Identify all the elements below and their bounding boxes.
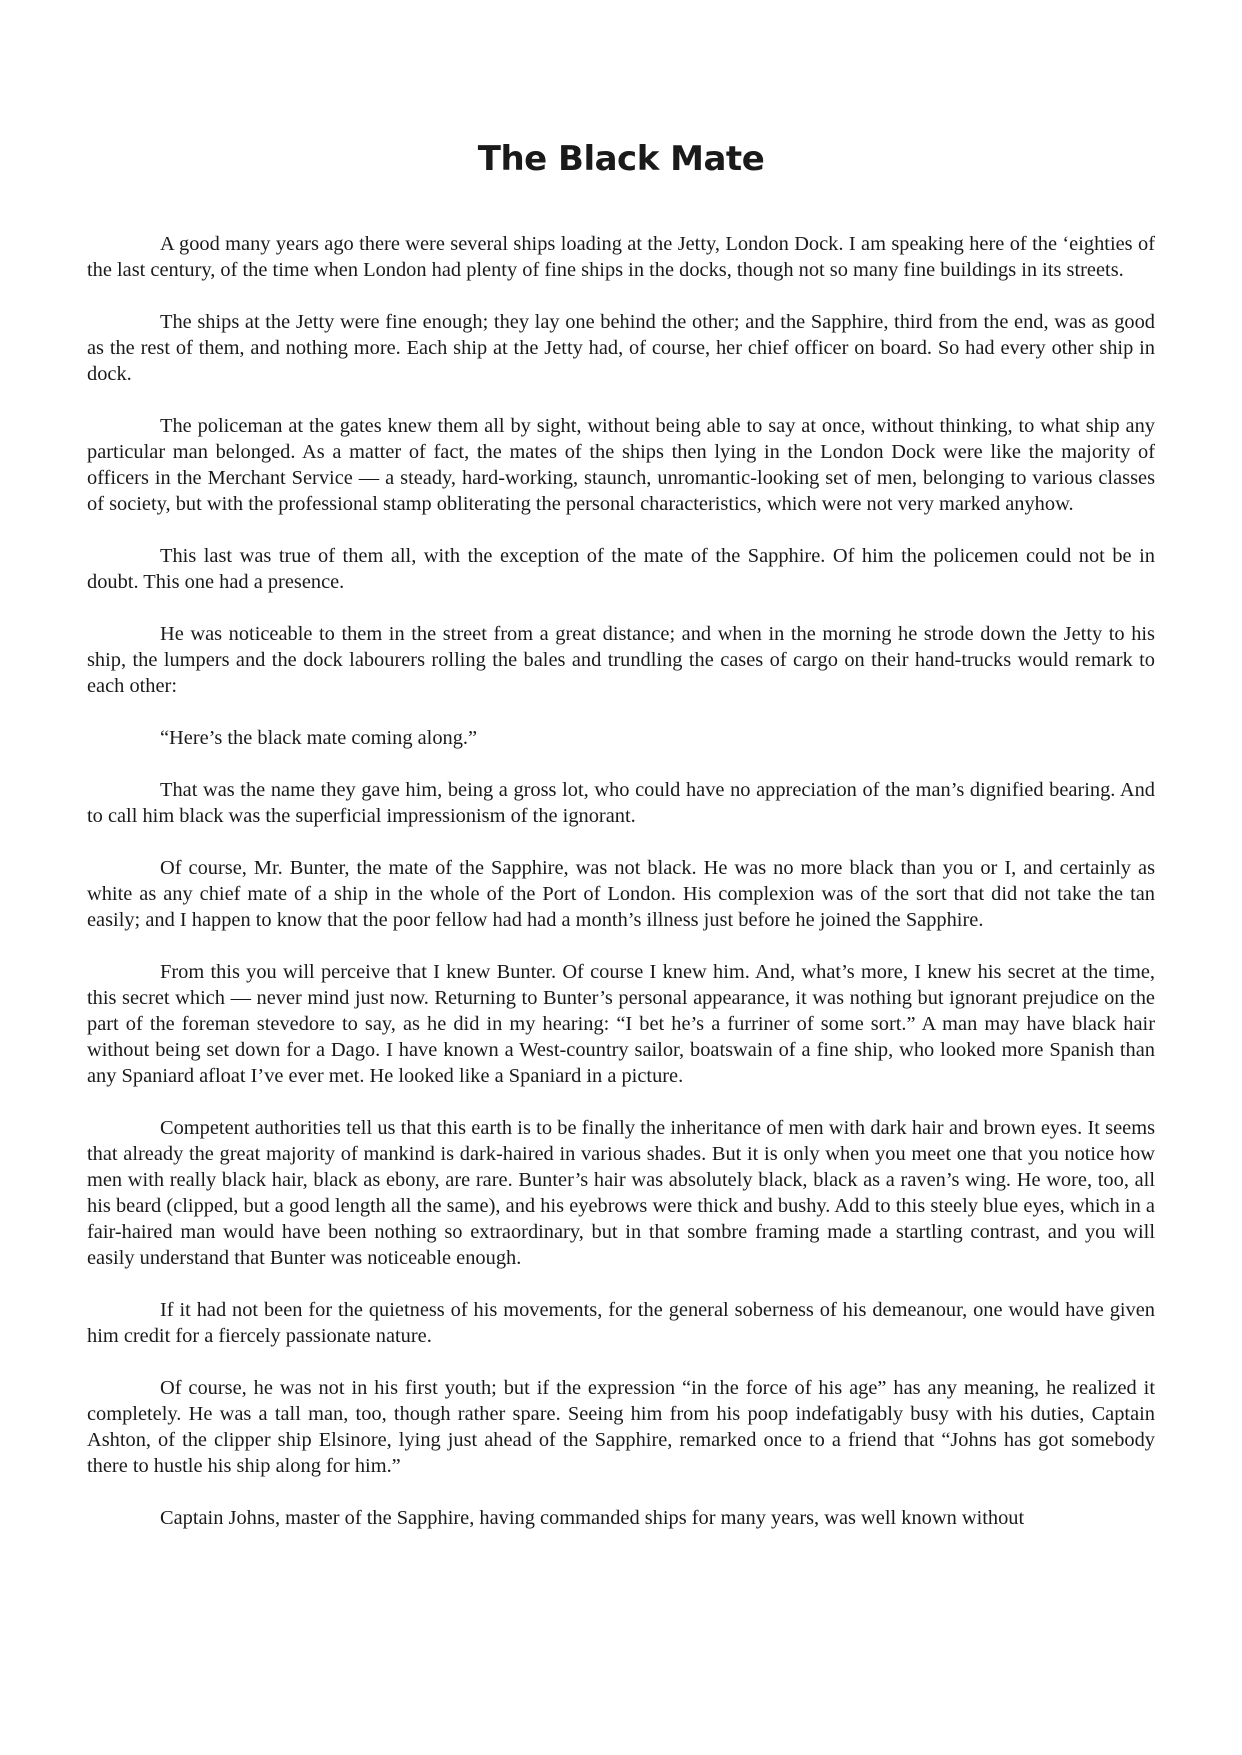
document-body <box>87 231 1155 1531</box>
paragraph: Of course, Mr. Bunter, the mate of the Sapphire, was not black. He was no more black than you or I, and certainly as white as any chief mate of a ship in the whole of the Port of London. His complexion was of the sort that did not take the tan easily; and I happen to know that the poor fellow had had a month’s illness just before he joined the Sapphire. <box>87 857 1155 931</box>
paragraph: Captain Johns, master of the Sapphire, having commanded ships for many years, was well known without <box>160 1507 1025 1529</box>
document-title: The Black Mate <box>477 139 765 179</box>
document-page <box>87 0 1155 1755</box>
paragraph: He was noticeable to them in the street from a great distance; and when in the morning he strode down the Jetty to his ship, the lumpers and the dock labourers rolling the bales and trundling the cases of cargo on their hand-trucks would remark to each other: <box>87 623 1155 697</box>
paragraph: A good many years ago there were several ships loading at the Jetty, London Dock. I am speaking here of the ‘eighties of the last century, of the time when London had plenty of fine ships in the docks, though not so many fine buildings in its streets. <box>87 233 1155 281</box>
paragraph: “Here’s the black mate coming along.” <box>160 727 478 749</box>
paragraph: This last was true of them all, with the exception of the mate of the Sapphire. Of him the policemen could not be in doubt. This one had a presence. <box>87 545 1155 593</box>
paragraph: From this you will perceive that I knew Bunter. Of course I knew him. And, what’s more, I knew his secret at the time, this secret which — never mind just now. Returning to Bunter’s personal appearance, it was nothing but ignorant prejudice on the part of the foreman stevedore to say, as he did in my hearing: “I bet he’s a furriner of some sort.” A man may have black hair without being set down for a Dago. I have known a West-country sailor, boatswain of a fine ship, who looked more Spanish than any Spaniard afloat I’ve ever met. He looked like a Spaniard in a picture. <box>87 961 1155 1087</box>
paragraph: The policeman at the gates knew them all by sight, without being able to say at once, without thinking, to what ship any particular man belonged. As a matter of fact, the mates of the ships then lying in the London Dock were like the majority of officers in the Merchant Service — a steady, hard-working, staunch, unromantic-looking set of men, belonging to various classes of society, but with the professional stamp obliterating the personal characteristics, which were not very marked anyhow. <box>87 415 1155 515</box>
paragraph: Of course, he was not in his first youth; but if the expression “in the force of his age” has any meaning, he realized it completely. He was a tall man, too, though rather spare. Seeing him from his poop indefatigably busy with his duties, Captain Ashton, of the clipper ship Elsinore, lying just ahead of the Sapphire, remarked once to a friend that “Johns has got somebody there to hustle his ship along for him.” <box>87 1377 1155 1477</box>
paragraph: The ships at the Jetty were fine enough; they lay one behind the other; and the Sapphire, third from the end, was as good as the rest of them, and nothing more. Each ship at the Jetty had, of course, her chief officer on board. So had every other ship in dock. <box>87 311 1155 385</box>
paragraph: If it had not been for the quietness of his movements, for the general soberness of his demeanour, one would have given him credit for a fiercely passionate nature. <box>87 1299 1155 1347</box>
paragraph: That was the name they gave him, being a gross lot, who could have no appreciation of the man’s dignified bearing. And to call him black was the superficial impressionism of the ignorant. <box>87 779 1155 827</box>
paragraph: Competent authorities tell us that this earth is to be finally the inheritance of men with dark hair and brown eyes. It seems that already the great majority of mankind is dark-haired in various shades. But it is only when you meet one that you notice how men with really black hair, black as ebony, are rare. Bunter’s hair was absolutely black, black as a raven’s wing. He wore, too, all his beard (clipped, but a good length all the same), and his eyebrows were thick and bushy. Add to this steely blue eyes, which in a fair-haired man would have been nothing so extraordinary, but in that sombre framing made a startling contrast, and you will easily understand that Bunter was noticeable enough. <box>87 1117 1155 1269</box>
